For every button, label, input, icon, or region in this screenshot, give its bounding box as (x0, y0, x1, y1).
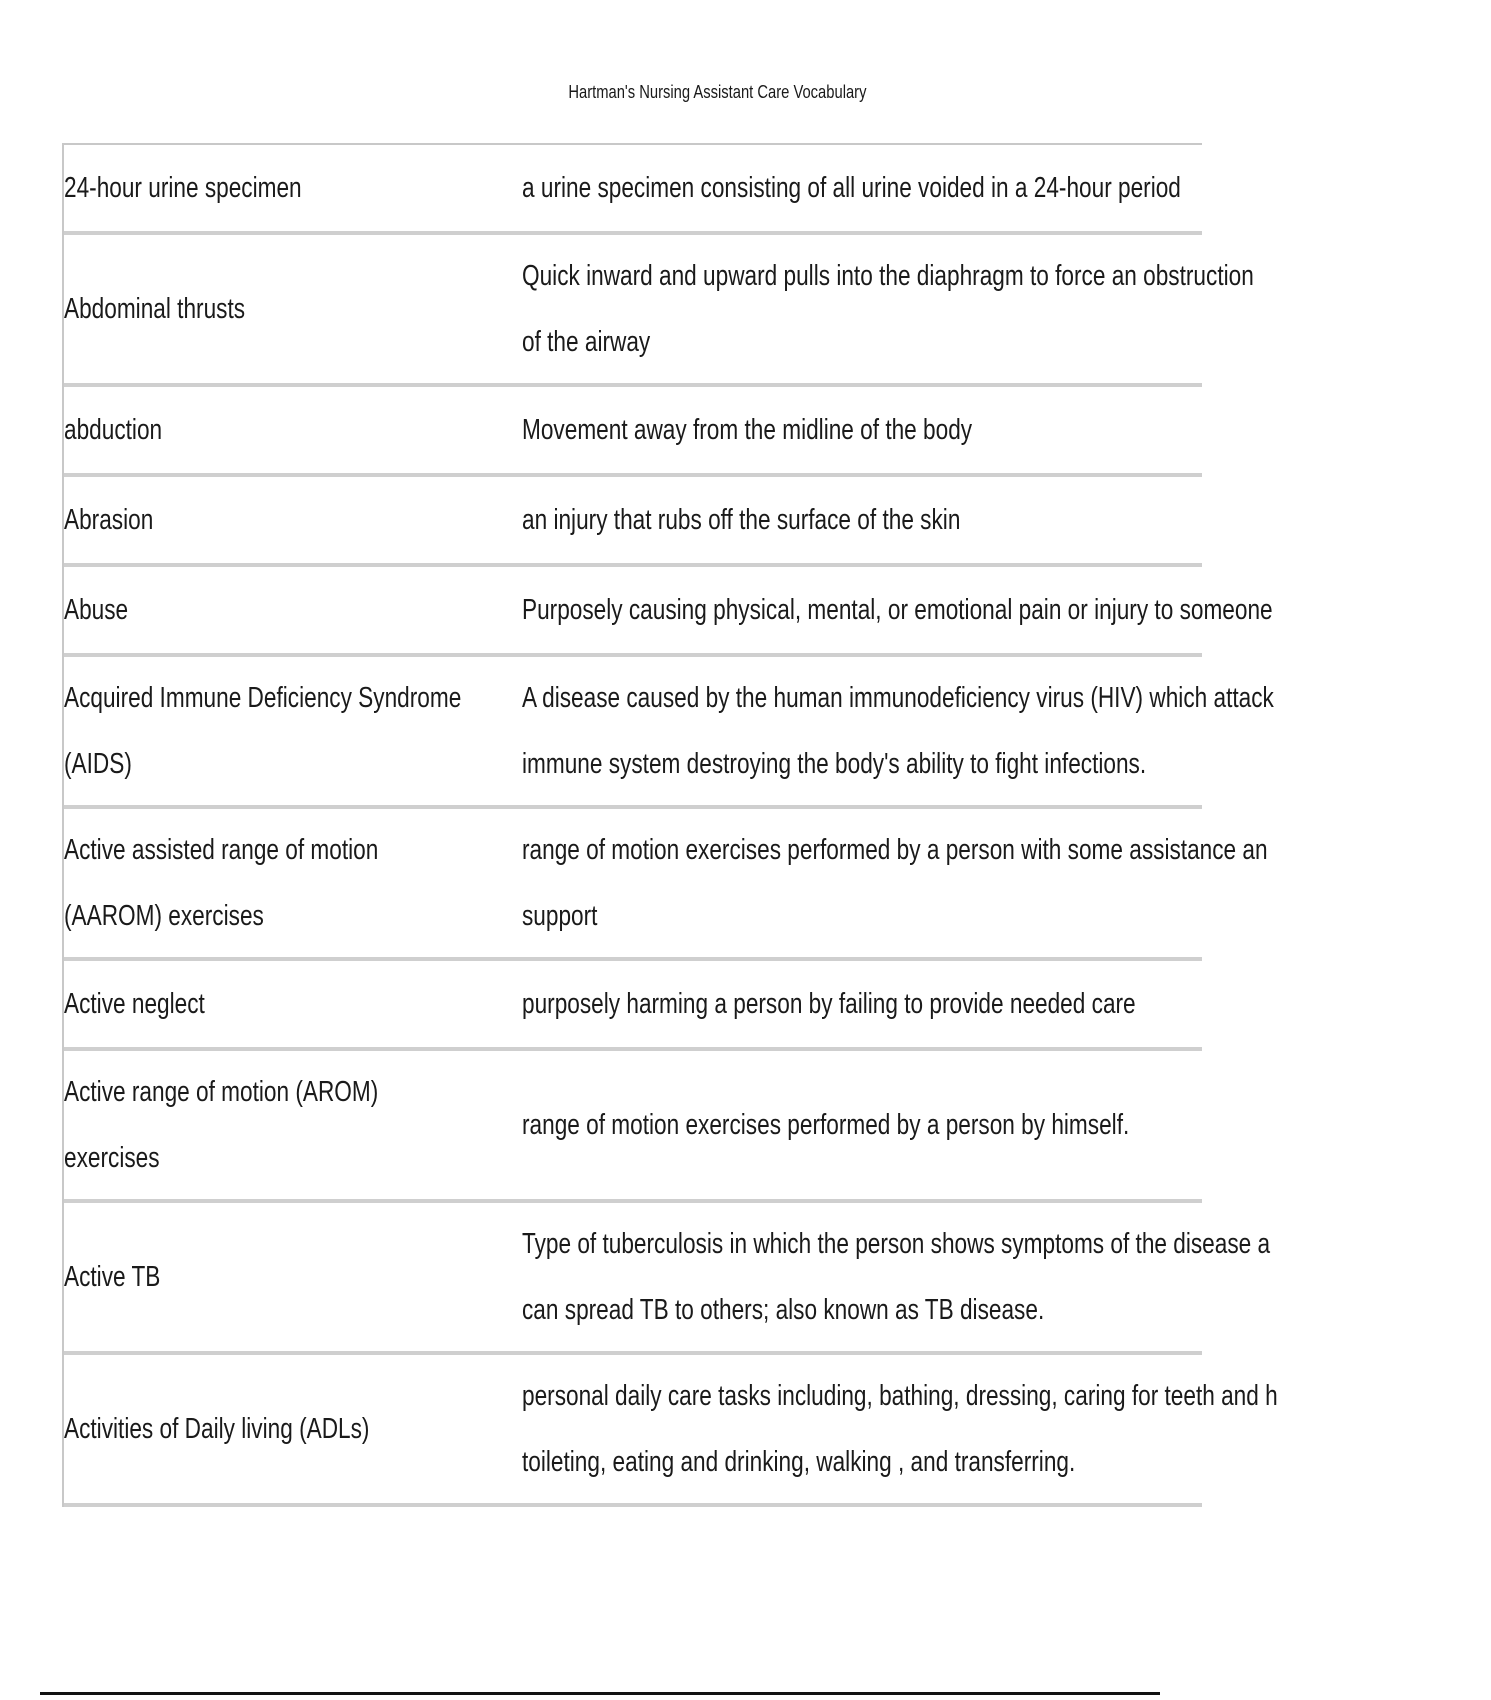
definition-cell (522, 1211, 1270, 1343)
term-text: exercises (64, 1142, 160, 1174)
term-text: Acquired Immune Deficiency Syndrome (64, 682, 462, 714)
definition-text: purposely harming a person by failing to provide needed care (522, 988, 1136, 1020)
term-text: 24-hour urine specimen (64, 172, 302, 204)
term-cell (64, 1396, 415, 1462)
definition-column (514, 243, 1460, 375)
definition-column (514, 155, 1367, 221)
definition-column (514, 1211, 1481, 1343)
term-cell (64, 1244, 415, 1310)
term-text: (AIDS) (64, 748, 132, 780)
document-title: Hartman's Nursing Assistant Care Vocabulary (568, 82, 867, 102)
term-cell (64, 971, 415, 1037)
definition-text: Movement away from the midline of the body (522, 414, 973, 446)
definition-column (514, 397, 1202, 463)
term-cell (64, 397, 415, 463)
table-row (64, 145, 1202, 235)
table-row (64, 657, 1274, 809)
term-text: Active assisted range of motion (64, 834, 379, 866)
table-row (64, 1203, 1271, 1355)
term-cell (64, 817, 415, 949)
term-text: Active range of motion (AROM) (64, 1076, 379, 1108)
table-row (64, 961, 1202, 1051)
table-row (64, 567, 1273, 657)
definition-column (514, 817, 1478, 949)
definition-text: immune system destroying the body's ability to fight infections. (522, 748, 1147, 780)
table-row (64, 1355, 1278, 1507)
definition-text: range of motion exercises performed by a person with some assistance an (522, 834, 1268, 866)
definition-column (514, 577, 1484, 643)
definition-text: personal daily care tasks including, bathing, dressing, caring for teeth and h (522, 1380, 1278, 1412)
definition-cell (522, 665, 1274, 797)
definition-text: Quick inward and upward pulls into the diaphragm to force an obstruction (522, 260, 1254, 292)
definition-cell (522, 487, 1052, 553)
definition-cell (522, 1363, 1278, 1495)
definition-text: Type of tuberculosis in which the person shows symptoms of the disease a (522, 1228, 1271, 1260)
definition-column (514, 665, 1486, 797)
definition-cell (522, 577, 1273, 643)
term-text: Abdominal thrusts (64, 293, 246, 325)
term-cell (64, 665, 462, 797)
term-cell (64, 487, 415, 553)
term-text: Active neglect (64, 988, 205, 1020)
definition-text: range of motion exercises performed by a person by himself. (522, 1109, 1130, 1141)
definition-cell (522, 817, 1268, 949)
term-text: Active TB (64, 1261, 161, 1293)
vocabulary-table (62, 143, 1278, 1507)
definition-text: of the airway (522, 326, 651, 358)
term-cell (64, 155, 415, 221)
definition-text: a urine specimen consisting of all urine voided in a 24-hour period (522, 172, 1181, 204)
term-text: Activities of Daily living (ADLs) (64, 1413, 370, 1445)
term-text: Abrasion (64, 504, 154, 536)
definition-text: toileting, eating and drinking, walking , and transferring. (522, 1446, 1076, 1478)
term-cell (64, 577, 415, 643)
table-row (64, 477, 1202, 567)
definition-cell (522, 243, 1254, 375)
definition-column (514, 487, 1202, 553)
definition-cell (522, 397, 1052, 463)
definition-text: can spread TB to others; also known as TB disease. (522, 1294, 1045, 1326)
definition-text: an injury that rubs off the surface of the skin (522, 504, 961, 536)
definition-text: support (522, 900, 598, 932)
table-row (64, 809, 1268, 961)
table-row (64, 235, 1254, 387)
term-cell (64, 276, 415, 342)
definition-cell (522, 155, 1181, 221)
definition-column (514, 1363, 1491, 1495)
definition-text: Purposely causing physical, mental, or emotional pain or injury to someone (522, 594, 1273, 626)
definition-text: A disease caused by the human immunodeficiency virus (HIV) which attack (522, 682, 1274, 714)
term-cell (64, 1059, 415, 1191)
definition-cell (522, 1092, 1129, 1158)
definition-column (514, 971, 1309, 1037)
table-row (64, 1051, 1202, 1203)
definition-cell (522, 971, 1136, 1037)
bottom-rule (40, 1692, 1160, 1695)
term-text: abduction (64, 414, 163, 446)
table-row (64, 387, 1202, 477)
definition-column (514, 1092, 1301, 1158)
term-text: (AAROM) exercises (64, 900, 264, 932)
term-text: Abuse (64, 594, 129, 626)
